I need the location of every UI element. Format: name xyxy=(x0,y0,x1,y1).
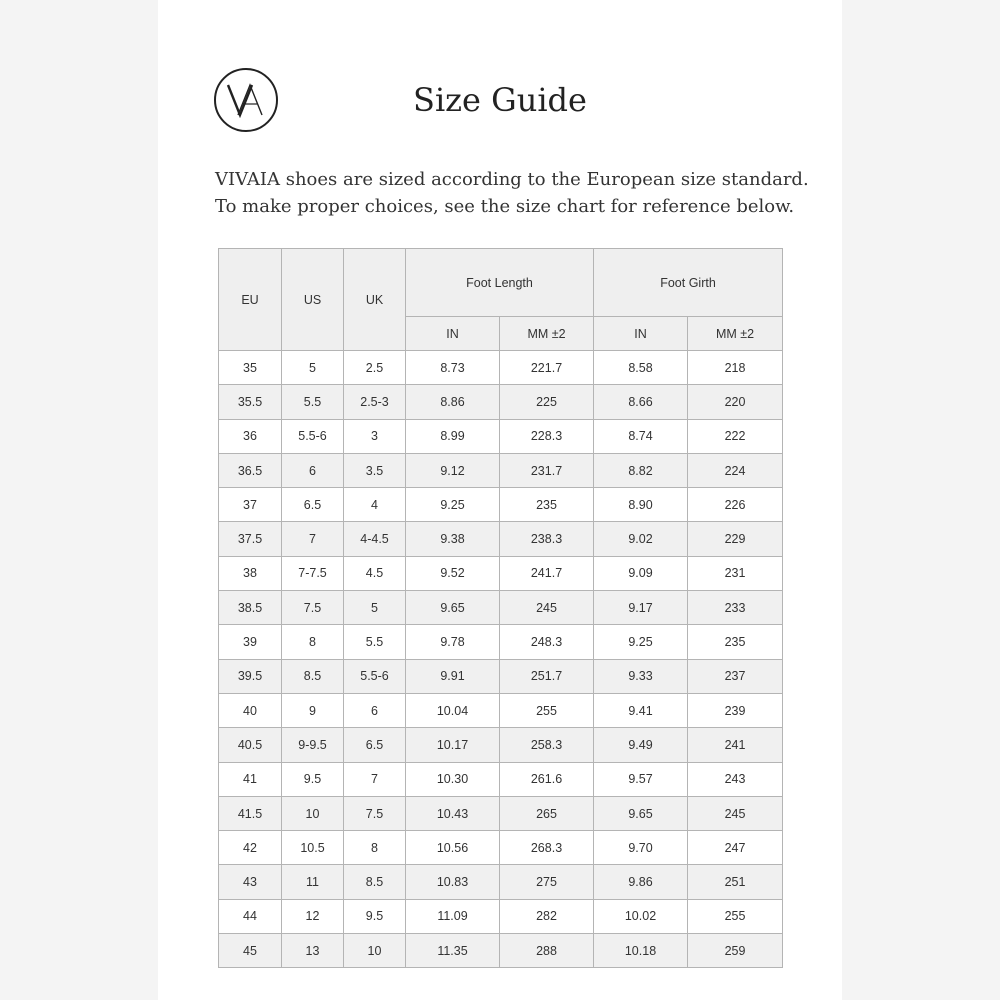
cell-us: 5.5-6 xyxy=(282,419,344,453)
cell-length-in: 9.52 xyxy=(406,556,500,590)
cell-girth-mm: 247 xyxy=(688,831,783,865)
cell-length-mm: 238.3 xyxy=(500,522,594,556)
cell-length-mm: 265 xyxy=(500,796,594,830)
cell-length-mm: 288 xyxy=(500,934,594,968)
cell-length-in: 10.83 xyxy=(406,865,500,899)
cell-girth-in: 9.65 xyxy=(594,796,688,830)
table-row xyxy=(219,728,783,762)
cell-length-mm: 275 xyxy=(500,865,594,899)
cell-girth-mm: 241 xyxy=(688,728,783,762)
cell-girth-mm: 222 xyxy=(688,419,783,453)
cell-uk: 5.5-6 xyxy=(344,659,406,693)
cell-length-in: 10.43 xyxy=(406,796,500,830)
cell-uk: 2.5 xyxy=(344,351,406,385)
cell-girth-mm: 235 xyxy=(688,625,783,659)
cell-uk: 3 xyxy=(344,419,406,453)
table-row xyxy=(219,899,783,933)
cell-eu: 40.5 xyxy=(219,728,282,762)
cell-length-mm: 245 xyxy=(500,591,594,625)
cell-girth-in: 9.09 xyxy=(594,556,688,590)
cell-length-mm: 241.7 xyxy=(500,556,594,590)
header-girth-mm: MM ±2 xyxy=(688,317,783,351)
cell-girth-in: 9.86 xyxy=(594,865,688,899)
cell-girth-mm: 224 xyxy=(688,453,783,487)
cell-girth-in: 9.02 xyxy=(594,522,688,556)
table-header-row xyxy=(219,249,783,317)
cell-length-mm: 282 xyxy=(500,899,594,933)
cell-length-mm: 251.7 xyxy=(500,659,594,693)
cell-us: 9 xyxy=(282,693,344,727)
cell-length-in: 9.38 xyxy=(406,522,500,556)
cell-uk: 5 xyxy=(344,591,406,625)
cell-girth-mm: 243 xyxy=(688,762,783,796)
cell-uk: 8 xyxy=(344,831,406,865)
cell-uk: 3.5 xyxy=(344,453,406,487)
cell-length-in: 10.56 xyxy=(406,831,500,865)
cell-us: 10 xyxy=(282,796,344,830)
cell-girth-in: 9.57 xyxy=(594,762,688,796)
cell-uk: 4-4.5 xyxy=(344,522,406,556)
header-eu: EU xyxy=(219,249,282,351)
cell-us: 7-7.5 xyxy=(282,556,344,590)
cell-length-in: 8.86 xyxy=(406,385,500,419)
table-row xyxy=(219,556,783,590)
cell-us: 9-9.5 xyxy=(282,728,344,762)
cell-girth-mm: 233 xyxy=(688,591,783,625)
cell-girth-in: 8.82 xyxy=(594,453,688,487)
cell-girth-mm: 255 xyxy=(688,899,783,933)
cell-girth-in: 8.66 xyxy=(594,385,688,419)
cell-us: 7.5 xyxy=(282,591,344,625)
cell-eu: 39.5 xyxy=(219,659,282,693)
cell-eu: 38 xyxy=(219,556,282,590)
cell-length-mm: 261.6 xyxy=(500,762,594,796)
cell-length-in: 10.17 xyxy=(406,728,500,762)
table-row xyxy=(219,934,783,968)
header-length-in: IN xyxy=(406,317,500,351)
page-title: Size Guide xyxy=(413,81,587,119)
header-uk: UK xyxy=(344,249,406,351)
cell-girth-mm: 220 xyxy=(688,385,783,419)
cell-us: 8.5 xyxy=(282,659,344,693)
cell-us: 10.5 xyxy=(282,831,344,865)
cell-uk: 8.5 xyxy=(344,865,406,899)
cell-eu: 41 xyxy=(219,762,282,796)
cell-uk: 4.5 xyxy=(344,556,406,590)
cell-girth-in: 9.41 xyxy=(594,693,688,727)
table-row xyxy=(219,419,783,453)
cell-length-in: 10.04 xyxy=(406,693,500,727)
cell-girth-in: 8.90 xyxy=(594,488,688,522)
cell-length-mm: 235 xyxy=(500,488,594,522)
cell-length-in: 11.35 xyxy=(406,934,500,968)
cell-us: 11 xyxy=(282,865,344,899)
cell-length-in: 9.12 xyxy=(406,453,500,487)
cell-eu: 43 xyxy=(219,865,282,899)
table-row xyxy=(219,453,783,487)
cell-length-in: 9.65 xyxy=(406,591,500,625)
cell-length-in: 9.91 xyxy=(406,659,500,693)
cell-us: 13 xyxy=(282,934,344,968)
table-row xyxy=(219,693,783,727)
cell-girth-in: 9.70 xyxy=(594,831,688,865)
cell-us: 9.5 xyxy=(282,762,344,796)
table-row xyxy=(219,351,783,385)
cell-eu: 36.5 xyxy=(219,453,282,487)
size-chart-table xyxy=(218,248,783,968)
cell-eu: 39 xyxy=(219,625,282,659)
cell-girth-in: 9.25 xyxy=(594,625,688,659)
table-row xyxy=(219,796,783,830)
cell-uk: 7.5 xyxy=(344,796,406,830)
cell-length-in: 8.99 xyxy=(406,419,500,453)
cell-uk: 7 xyxy=(344,762,406,796)
table-row xyxy=(219,591,783,625)
cell-girth-mm: 229 xyxy=(688,522,783,556)
cell-eu: 37 xyxy=(219,488,282,522)
cell-girth-in: 9.33 xyxy=(594,659,688,693)
cell-length-in: 8.73 xyxy=(406,351,500,385)
cell-us: 7 xyxy=(282,522,344,556)
cell-length-in: 9.25 xyxy=(406,488,500,522)
cell-us: 8 xyxy=(282,625,344,659)
cell-uk: 9.5 xyxy=(344,899,406,933)
cell-girth-mm: 218 xyxy=(688,351,783,385)
intro-text xyxy=(215,166,815,220)
cell-us: 12 xyxy=(282,899,344,933)
cell-girth-in: 8.74 xyxy=(594,419,688,453)
cell-eu: 35 xyxy=(219,351,282,385)
cell-length-mm: 231.7 xyxy=(500,453,594,487)
table-row xyxy=(219,522,783,556)
cell-girth-in: 9.17 xyxy=(594,591,688,625)
cell-eu: 40 xyxy=(219,693,282,727)
cell-length-mm: 228.3 xyxy=(500,419,594,453)
cell-girth-mm: 245 xyxy=(688,796,783,830)
cell-eu: 36 xyxy=(219,419,282,453)
cell-length-mm: 225 xyxy=(500,385,594,419)
cell-uk: 6 xyxy=(344,693,406,727)
table-row xyxy=(219,625,783,659)
table-row xyxy=(219,488,783,522)
cell-length-in: 11.09 xyxy=(406,899,500,933)
cell-girth-mm: 237 xyxy=(688,659,783,693)
cell-girth-in: 9.49 xyxy=(594,728,688,762)
header-us: US xyxy=(282,249,344,351)
table-row xyxy=(219,659,783,693)
header-foot-girth: Foot Girth xyxy=(594,249,783,317)
header-foot-length: Foot Length xyxy=(406,249,594,317)
cell-girth-mm: 251 xyxy=(688,865,783,899)
table-row xyxy=(219,762,783,796)
cell-eu: 35.5 xyxy=(219,385,282,419)
table-row xyxy=(219,831,783,865)
cell-eu: 38.5 xyxy=(219,591,282,625)
cell-eu: 44 xyxy=(219,899,282,933)
table-row xyxy=(219,385,783,419)
header-girth-in: IN xyxy=(594,317,688,351)
cell-uk: 5.5 xyxy=(344,625,406,659)
cell-girth-mm: 259 xyxy=(688,934,783,968)
cell-us: 6 xyxy=(282,453,344,487)
cell-us: 5.5 xyxy=(282,385,344,419)
cell-length-in: 10.30 xyxy=(406,762,500,796)
cell-girth-in: 10.02 xyxy=(594,899,688,933)
intro-line-2: To make proper choices, see the size chart for reference below. xyxy=(215,196,795,217)
cell-length-mm: 221.7 xyxy=(500,351,594,385)
table-row xyxy=(219,865,783,899)
cell-uk: 10 xyxy=(344,934,406,968)
cell-length-mm: 248.3 xyxy=(500,625,594,659)
vivaia-logo-icon xyxy=(214,68,278,132)
cell-eu: 42 xyxy=(219,831,282,865)
va-monogram-icon xyxy=(224,82,268,118)
cell-eu: 41.5 xyxy=(219,796,282,830)
header-length-mm: MM ±2 xyxy=(500,317,594,351)
cell-us: 5 xyxy=(282,351,344,385)
cell-uk: 2.5-3 xyxy=(344,385,406,419)
cell-eu: 37.5 xyxy=(219,522,282,556)
cell-length-mm: 258.3 xyxy=(500,728,594,762)
cell-length-mm: 268.3 xyxy=(500,831,594,865)
cell-girth-mm: 239 xyxy=(688,693,783,727)
cell-girth-mm: 226 xyxy=(688,488,783,522)
cell-us: 6.5 xyxy=(282,488,344,522)
cell-uk: 6.5 xyxy=(344,728,406,762)
cell-length-mm: 255 xyxy=(500,693,594,727)
cell-girth-in: 8.58 xyxy=(594,351,688,385)
cell-girth-in: 10.18 xyxy=(594,934,688,968)
table-body xyxy=(219,351,783,968)
intro-line-1: VIVAIA shoes are sized according to the European size standard. xyxy=(215,169,809,190)
cell-uk: 4 xyxy=(344,488,406,522)
cell-girth-mm: 231 xyxy=(688,556,783,590)
cell-length-in: 9.78 xyxy=(406,625,500,659)
cell-eu: 45 xyxy=(219,934,282,968)
